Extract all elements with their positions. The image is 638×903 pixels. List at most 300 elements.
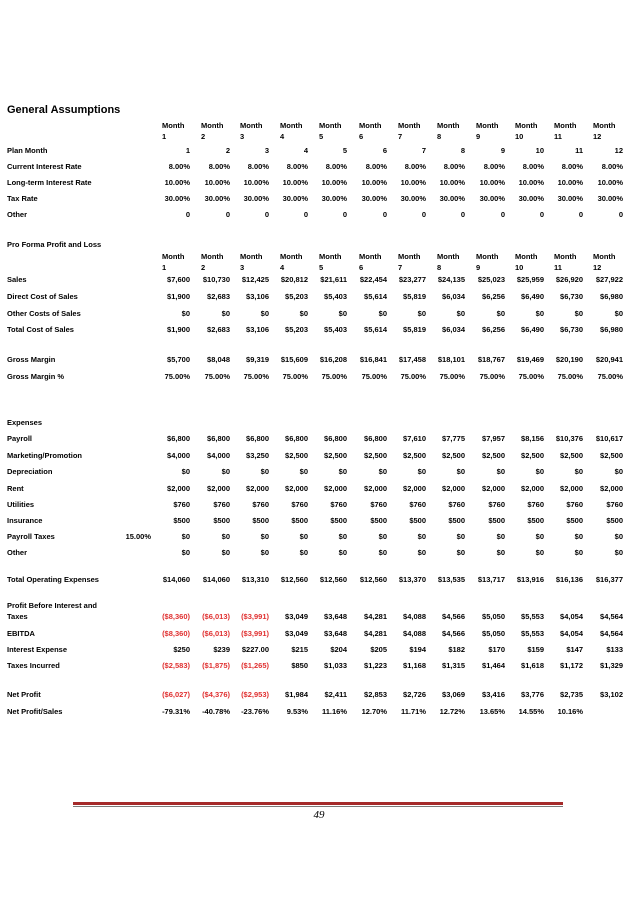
table-row <box>0 516 638 528</box>
table-row <box>0 690 638 702</box>
table-cell: 8.00% <box>522 162 544 171</box>
table-cell: $5,203 <box>285 292 308 301</box>
month-header-cell: Month 6 <box>359 252 382 272</box>
section-title: Pro Forma Profit and Loss <box>7 240 102 249</box>
table-cell: $22,454 <box>359 275 387 284</box>
month-header-cell: Month 4 <box>280 121 303 141</box>
table-cell: $1,900 <box>167 325 190 334</box>
table-cell: $0 <box>338 548 347 557</box>
table-cell: $3,102 <box>600 690 623 699</box>
row-label: Long-term Interest Rate <box>7 178 92 187</box>
row-label: Current Interest Rate <box>7 162 82 171</box>
table-cell: $1,223 <box>364 661 387 670</box>
month-header-cell: Month 11 <box>554 252 577 272</box>
table-cell: $4,281 <box>364 612 387 621</box>
table-cell: 8.00% <box>443 162 465 171</box>
table-cell: $2,000 <box>403 484 426 493</box>
table-cell: $2,683 <box>207 325 230 334</box>
table-cell: $0 <box>496 548 505 557</box>
table-cell: $760 <box>606 500 623 509</box>
table-cell: $0 <box>378 467 387 476</box>
table-cell: 8.00% <box>483 162 505 171</box>
row-label: Utilities <box>7 500 35 509</box>
table-cell: $760 <box>173 500 190 509</box>
table-cell: $5,050 <box>482 612 505 621</box>
row-label: Total Cost of Sales <box>7 325 74 334</box>
table-cell: $2,000 <box>364 484 387 493</box>
table-cell: $17,458 <box>398 355 426 364</box>
table-cell: 75.00% <box>400 372 426 381</box>
table-cell: $2,000 <box>207 484 230 493</box>
table-cell: $2,000 <box>482 484 505 493</box>
table-cell: $19,469 <box>516 355 544 364</box>
table-cell: $4,564 <box>600 629 623 638</box>
table-cell: $5,819 <box>403 292 426 301</box>
row-label: Payroll Taxes <box>7 532 55 541</box>
table-row <box>0 146 638 158</box>
table-cell: 0 <box>264 210 269 219</box>
table-cell: $227.00 <box>241 645 269 654</box>
table-cell: $0 <box>221 309 230 318</box>
table-cell: $5,050 <box>482 629 505 638</box>
section-title: Expenses <box>7 418 43 427</box>
table-cell: 30.00% <box>479 194 505 203</box>
table-cell: $13,370 <box>398 575 426 584</box>
table-cell: $4,281 <box>364 629 387 638</box>
table-cell: 5 <box>342 146 347 155</box>
table-cell: $194 <box>409 645 426 654</box>
table-cell: $204 <box>330 645 347 654</box>
table-cell: 8.00% <box>404 162 426 171</box>
table-row <box>0 661 638 673</box>
month-header-cell: Month 1 <box>162 121 185 141</box>
table-cell: $0 <box>299 467 308 476</box>
table-cell: 8.00% <box>325 162 347 171</box>
table-cell: $5,614 <box>364 292 387 301</box>
table-cell: $159 <box>527 645 544 654</box>
row-label: Insurance <box>7 516 43 525</box>
table-cell: $0 <box>535 548 544 557</box>
table-cell: $14,060 <box>162 575 190 584</box>
table-cell: $21,611 <box>320 275 347 284</box>
table-cell: $7,610 <box>403 434 426 443</box>
table-cell: $0 <box>614 309 623 318</box>
table-cell: ($3,991) <box>241 612 269 621</box>
table-cell: $0 <box>456 532 465 541</box>
table-cell: $0 <box>378 548 387 557</box>
row-label: Taxes <box>7 612 28 621</box>
table-cell: $13,916 <box>516 575 544 584</box>
month-header-cell: Month 6 <box>359 121 382 141</box>
table-row <box>0 275 638 287</box>
table-cell: $25,023 <box>477 275 505 284</box>
table-cell: $24,135 <box>437 275 465 284</box>
table-cell: 11 <box>575 146 583 155</box>
table-cell: $0 <box>181 548 190 557</box>
table-cell: $10,730 <box>202 275 230 284</box>
table-cell: -23.76% <box>241 707 269 716</box>
table-cell: $1,984 <box>285 690 308 699</box>
table-cell: $0 <box>260 467 269 476</box>
month-header-cell: Month 12 <box>593 252 616 272</box>
table-cell: 0 <box>500 210 505 219</box>
table-cell: 10.00% <box>557 178 583 187</box>
table-cell: $4,000 <box>207 451 230 460</box>
table-row <box>0 645 638 657</box>
table-cell: $4,564 <box>600 612 623 621</box>
table-cell: 12.72% <box>439 707 465 716</box>
table-cell: $2,500 <box>600 451 623 460</box>
table-cell: $2,683 <box>207 292 230 301</box>
table-cell: 8.00% <box>286 162 308 171</box>
table-cell: $0 <box>260 532 269 541</box>
table-cell: $26,920 <box>555 275 583 284</box>
footer-rule-red <box>73 802 563 805</box>
table-cell: $10,617 <box>595 434 623 443</box>
table-cell: $3,416 <box>482 690 505 699</box>
row-label: Gross Margin <box>7 355 56 364</box>
month-header-cell: Month 1 <box>162 252 185 272</box>
table-cell: 75.00% <box>282 372 308 381</box>
table-cell: $0 <box>456 309 465 318</box>
table-cell: $2,500 <box>364 451 387 460</box>
table-cell: $18,101 <box>437 355 465 364</box>
table-cell: $0 <box>221 532 230 541</box>
table-cell: 30.00% <box>204 194 230 203</box>
table-cell: $760 <box>448 500 465 509</box>
table-cell: 30.00% <box>243 194 269 203</box>
table-cell: $0 <box>417 548 426 557</box>
row-label: Tax Rate <box>7 194 38 203</box>
general-assumptions-title: General Assumptions <box>7 104 121 116</box>
table-cell: $16,377 <box>595 575 623 584</box>
table-cell: 8.00% <box>208 162 230 171</box>
table-cell: ($3,991) <box>241 629 269 638</box>
table-cell: $2,000 <box>246 484 269 493</box>
table-cell: $20,812 <box>280 275 308 284</box>
table-cell: $4,000 <box>167 451 190 460</box>
row-label: Net Profit/Sales <box>7 707 63 716</box>
table-cell: $2,000 <box>521 484 544 493</box>
table-cell: $3,776 <box>521 690 544 699</box>
table-cell: $0 <box>574 309 583 318</box>
month-header <box>0 251 638 275</box>
table-cell: $6,730 <box>560 325 583 334</box>
table-cell: $2,000 <box>167 484 190 493</box>
table-cell: $250 <box>173 645 190 654</box>
table-cell: $6,800 <box>364 434 387 443</box>
table-cell: 10.00% <box>282 178 308 187</box>
table-cell: $0 <box>535 532 544 541</box>
table-cell: 8.00% <box>365 162 387 171</box>
table-cell: $6,256 <box>482 292 505 301</box>
table-row <box>0 467 638 479</box>
table-cell: 75.00% <box>321 372 347 381</box>
table-cell: 0 <box>303 210 308 219</box>
table-cell: ($6,013) <box>202 612 230 621</box>
table-cell: $3,106 <box>246 292 269 301</box>
table-cell: ($8,360) <box>162 612 190 621</box>
table-cell: $0 <box>456 548 465 557</box>
month-header-cell: Month 3 <box>240 252 263 272</box>
table-cell: 75.00% <box>518 372 544 381</box>
page-number: 49 <box>313 809 325 821</box>
table-cell: $3,648 <box>324 629 347 638</box>
table-row <box>0 500 638 512</box>
table-cell: $2,000 <box>600 484 623 493</box>
table-cell: $12,560 <box>280 575 308 584</box>
table-cell: $3,069 <box>442 690 465 699</box>
month-header <box>0 120 638 144</box>
table-cell: $1,168 <box>403 661 426 670</box>
row-label: Gross Margin % <box>7 372 65 381</box>
table-cell: $0 <box>456 467 465 476</box>
table-cell: 10.00% <box>164 178 190 187</box>
table-row <box>0 532 638 544</box>
table-cell: $12,560 <box>359 575 387 584</box>
table-cell: $4,566 <box>442 629 465 638</box>
table-cell: 8.00% <box>561 162 583 171</box>
table-cell: $2,500 <box>521 451 544 460</box>
month-header-cell: Month 3 <box>240 121 263 141</box>
table-cell: 30.00% <box>557 194 583 203</box>
table-row <box>0 325 638 337</box>
table-cell: 30.00% <box>321 194 347 203</box>
month-header-cell: Month 2 <box>201 252 224 272</box>
table-cell: $7,957 <box>482 434 505 443</box>
table-cell: $2,500 <box>324 451 347 460</box>
table-cell: ($2,953) <box>241 690 269 699</box>
table-cell: $2,500 <box>285 451 308 460</box>
table-cell: 13.65% <box>479 707 505 716</box>
table-row <box>0 548 638 560</box>
table-cell: 30.00% <box>164 194 190 203</box>
table-cell: $760 <box>409 500 426 509</box>
table-cell: $760 <box>527 500 544 509</box>
table-cell: 8.00% <box>168 162 190 171</box>
table-cell: $20,190 <box>555 355 583 364</box>
month-header-cell: Month 5 <box>319 252 342 272</box>
table-cell: $0 <box>574 532 583 541</box>
table-cell: $27,922 <box>595 275 623 284</box>
table-cell: $16,136 <box>555 575 583 584</box>
row-label: Marketing/Promotion <box>7 451 83 460</box>
table-cell: $5,403 <box>324 292 347 301</box>
table-cell: $20,941 <box>595 355 623 364</box>
table-cell: 0 <box>421 210 426 219</box>
table-cell: 10 <box>535 146 544 155</box>
table-cell: $6,034 <box>442 325 465 334</box>
table-cell: -79.31% <box>162 707 190 716</box>
table-cell: $760 <box>330 500 347 509</box>
table-cell: $0 <box>181 309 190 318</box>
table-cell: $7,775 <box>442 434 465 443</box>
table-cell: $4,566 <box>442 612 465 621</box>
table-cell: $239 <box>213 645 230 654</box>
table-cell: $6,490 <box>521 325 544 334</box>
table-cell: $0 <box>260 548 269 557</box>
table-cell: $13,310 <box>241 575 269 584</box>
table-cell: $5,553 <box>521 612 544 621</box>
table-cell: 10.00% <box>479 178 505 187</box>
table-cell: $1,172 <box>560 661 583 670</box>
table-cell: 10.16% <box>557 707 583 716</box>
row-label: Depreciation <box>7 467 53 476</box>
table-cell: 0 <box>225 210 230 219</box>
table-cell: $0 <box>417 467 426 476</box>
table-cell: $0 <box>299 548 308 557</box>
table-cell: $1,329 <box>600 661 623 670</box>
table-cell: $0 <box>299 309 308 318</box>
row-label: Other <box>7 210 28 219</box>
table-row <box>0 451 638 463</box>
table-cell: $5,700 <box>167 355 190 364</box>
table-cell: $6,490 <box>521 292 544 301</box>
table-cell: $0 <box>378 532 387 541</box>
table-cell: $1,618 <box>521 661 544 670</box>
table-cell: $6,980 <box>600 292 623 301</box>
table-cell: $2,000 <box>560 484 583 493</box>
table-cell: $760 <box>370 500 387 509</box>
month-header-cell: Month 9 <box>476 121 499 141</box>
table-cell: 30.00% <box>439 194 465 203</box>
table-cell: $0 <box>299 532 308 541</box>
table-cell: $2,000 <box>442 484 465 493</box>
table-row <box>0 575 638 587</box>
table-cell: $500 <box>488 516 505 525</box>
table-cell: $0 <box>378 309 387 318</box>
table-cell: $0 <box>496 467 505 476</box>
table-cell: 75.00% <box>164 372 190 381</box>
table-cell: ($1,875) <box>202 661 230 670</box>
table-row <box>0 372 638 384</box>
table-cell: 6 <box>382 146 387 155</box>
table-cell: $18,767 <box>477 355 505 364</box>
table-cell: $500 <box>291 516 308 525</box>
table-cell: $5,614 <box>364 325 387 334</box>
table-cell: 12.70% <box>361 707 387 716</box>
table-cell: $16,841 <box>359 355 387 364</box>
table-cell: $0 <box>535 309 544 318</box>
table-cell: 9 <box>500 146 505 155</box>
month-header-cell: Month 10 <box>515 121 538 141</box>
table-cell: $5,203 <box>285 325 308 334</box>
table-cell: $3,250 <box>246 451 269 460</box>
table-cell: 10.00% <box>204 178 230 187</box>
table-cell: $760 <box>291 500 308 509</box>
month-header-cell: Month 7 <box>398 252 421 272</box>
table-cell: $8,048 <box>207 355 230 364</box>
table-row <box>0 210 638 222</box>
table-cell: 30.00% <box>282 194 308 203</box>
table-cell: 0 <box>185 210 190 219</box>
month-header-cell: Month 10 <box>515 252 538 272</box>
table-cell: 11.71% <box>400 707 426 716</box>
table-cell: $6,034 <box>442 292 465 301</box>
table-cell: $5,553 <box>521 629 544 638</box>
table-cell: $2,500 <box>482 451 505 460</box>
table-cell: 75.00% <box>557 372 583 381</box>
table-cell: $2,500 <box>403 451 426 460</box>
table-cell: 8.00% <box>247 162 269 171</box>
row-rate: 15.00% <box>125 532 151 541</box>
table-cell: 75.00% <box>204 372 230 381</box>
table-cell: $14,060 <box>202 575 230 584</box>
table-cell: $4,054 <box>560 612 583 621</box>
table-row <box>0 434 638 446</box>
table-cell: 30.00% <box>518 194 544 203</box>
table-cell: $2,726 <box>403 690 426 699</box>
table-cell: 30.00% <box>400 194 426 203</box>
table-cell: $2,411 <box>324 690 347 699</box>
table-cell: $2,500 <box>560 451 583 460</box>
row-label: Rent <box>7 484 24 493</box>
month-header-cell: Month 11 <box>554 121 577 141</box>
table-cell: ($6,027) <box>162 690 190 699</box>
month-header-cell: Month 12 <box>593 121 616 141</box>
table-cell: $0 <box>535 467 544 476</box>
table-cell: 10.00% <box>597 178 623 187</box>
row-label: Total Operating Expenses <box>7 575 99 584</box>
table-cell: $12,560 <box>319 575 347 584</box>
table-cell: $500 <box>409 516 426 525</box>
table-cell: $0 <box>496 532 505 541</box>
table-cell: 8.00% <box>601 162 623 171</box>
table-cell: $23,277 <box>398 275 426 284</box>
table-cell: 10.00% <box>439 178 465 187</box>
table-cell: $0 <box>181 467 190 476</box>
table-cell: $2,735 <box>560 690 583 699</box>
table-cell: $0 <box>417 309 426 318</box>
table-row <box>0 292 638 304</box>
table-row <box>0 629 638 641</box>
table-cell: $16,208 <box>319 355 347 364</box>
table-cell: $3,648 <box>324 612 347 621</box>
table-cell: $147 <box>566 645 583 654</box>
table-cell: $25,959 <box>516 275 544 284</box>
table-cell: $6,980 <box>600 325 623 334</box>
table-cell: 1 <box>185 146 190 155</box>
table-cell: 2 <box>225 146 230 155</box>
table-cell: 0 <box>342 210 347 219</box>
table-cell: 14.55% <box>518 707 544 716</box>
table-cell: $6,800 <box>167 434 190 443</box>
table-cell: $0 <box>181 532 190 541</box>
table-cell: 75.00% <box>597 372 623 381</box>
table-cell: $2,853 <box>364 690 387 699</box>
table-cell: $133 <box>606 645 623 654</box>
table-cell: $13,535 <box>437 575 465 584</box>
table-cell: $6,256 <box>482 325 505 334</box>
table-cell: $13,717 <box>477 575 505 584</box>
table-cell: $850 <box>291 661 308 670</box>
table-cell: $500 <box>252 516 269 525</box>
table-cell: $205 <box>370 645 387 654</box>
table-cell: $9,319 <box>246 355 269 364</box>
table-cell: 0 <box>578 210 583 219</box>
table-cell: $3,049 <box>285 612 308 621</box>
table-cell: 7 <box>421 146 426 155</box>
table-row <box>0 178 638 190</box>
table-cell: $760 <box>566 500 583 509</box>
table-cell: 10.00% <box>321 178 347 187</box>
table-cell: $0 <box>221 467 230 476</box>
table-cell: $0 <box>574 548 583 557</box>
table-cell: $760 <box>252 500 269 509</box>
row-label: Direct Cost of Sales <box>7 292 78 301</box>
table-cell: $500 <box>448 516 465 525</box>
table-cell: $2,500 <box>442 451 465 460</box>
